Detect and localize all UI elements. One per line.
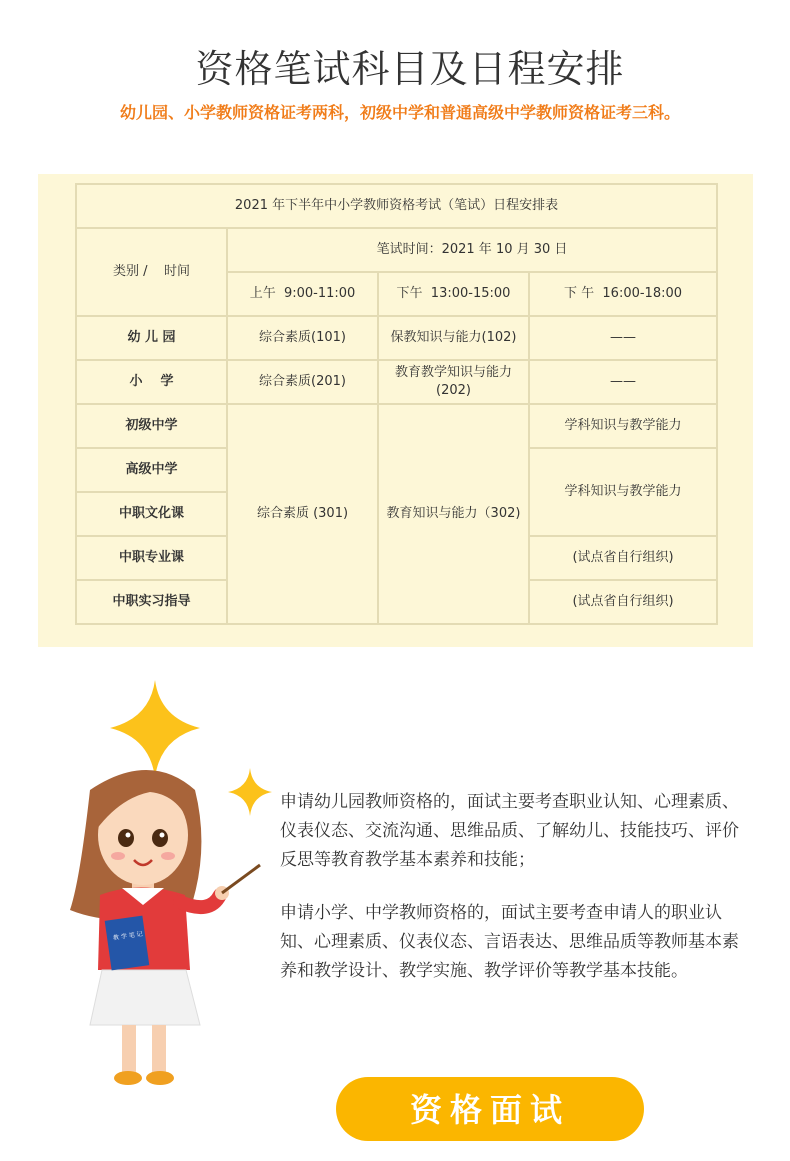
slot-morning: 上午 9:00-11:00 bbox=[227, 272, 378, 316]
category-primary: 小 学 bbox=[76, 360, 227, 404]
page-subtitle: 幼儿园、小学教师资格证考两科，初级中学和普通高级中学教师资格证考三科。 bbox=[120, 103, 681, 122]
book-icon bbox=[105, 916, 150, 971]
book-label: 教 学 笔 记 bbox=[112, 930, 144, 942]
teacher-illustration bbox=[60, 680, 290, 1100]
category-vocational-culture: 中职文化课 bbox=[76, 492, 227, 536]
sparkle-large-icon bbox=[110, 680, 200, 778]
interview-description bbox=[280, 788, 740, 1010]
table-cell: 教育知识与能力（302) bbox=[378, 404, 529, 624]
category-kindergarten: 幼 儿 园 bbox=[76, 316, 227, 360]
page-title: 资格笔试科目及日程安排 bbox=[195, 47, 625, 91]
table-cell: 综合素质 (301) bbox=[227, 404, 378, 624]
sparkle-small-icon bbox=[228, 768, 272, 816]
schedule-panel bbox=[38, 174, 753, 647]
category-senior-high: 高级中学 bbox=[76, 448, 227, 492]
table-cell: —— bbox=[529, 316, 717, 360]
interview-paragraph-school: 申请小学、中学教师资格的，面试主要考查申请人的职业认知、心理素质、仪表仪态、言语表达、思维品质等教师基本素养和教学设计、教学实施、教学评价等教学基本技能。 bbox=[280, 903, 739, 981]
corner-header: 类别 / 时间 bbox=[76, 228, 227, 316]
table-cell: 保教知识与能力(102) bbox=[378, 316, 529, 360]
category-vocational-practice: 中职实习指导 bbox=[76, 580, 227, 624]
slot-afternoon: 下午 13:00-15:00 bbox=[378, 272, 529, 316]
category-vocational-major: 中职专业课 bbox=[76, 536, 227, 580]
table-cell: 教育教学知识与能力(202) bbox=[378, 360, 529, 404]
table-cell: 学科知识与教学能力 bbox=[529, 404, 717, 448]
table-cell: 综合素质(101) bbox=[227, 316, 378, 360]
table-cell: 学科知识与教学能力 bbox=[529, 448, 717, 536]
schedule-table bbox=[75, 183, 718, 625]
table-cell: (试点省自行组织) bbox=[529, 580, 717, 624]
table-cell: 综合素质(201) bbox=[227, 360, 378, 404]
interview-paragraph-kindergarten: 申请幼儿园教师资格的，面试主要考查职业认知、心理素质、仪表仪态、交流沟通、思维品质、了解幼儿、技能技巧、评价反思等教育教学基本素养和技能； bbox=[280, 792, 739, 870]
slot-evening: 下 午 16:00-18:00 bbox=[529, 272, 717, 316]
table-cell: (试点省自行组织) bbox=[529, 536, 717, 580]
qualification-interview-button[interactable]: 资格面试 bbox=[336, 1077, 644, 1141]
table-caption: 2021 年下半年中小学教师资格考试（笔试）日程安排表 bbox=[76, 184, 717, 228]
category-junior-middle: 初级中学 bbox=[76, 404, 227, 448]
exam-date: 笔试时间：2021 年 10 月 30 日 bbox=[227, 228, 717, 272]
table-cell: —— bbox=[529, 360, 717, 404]
